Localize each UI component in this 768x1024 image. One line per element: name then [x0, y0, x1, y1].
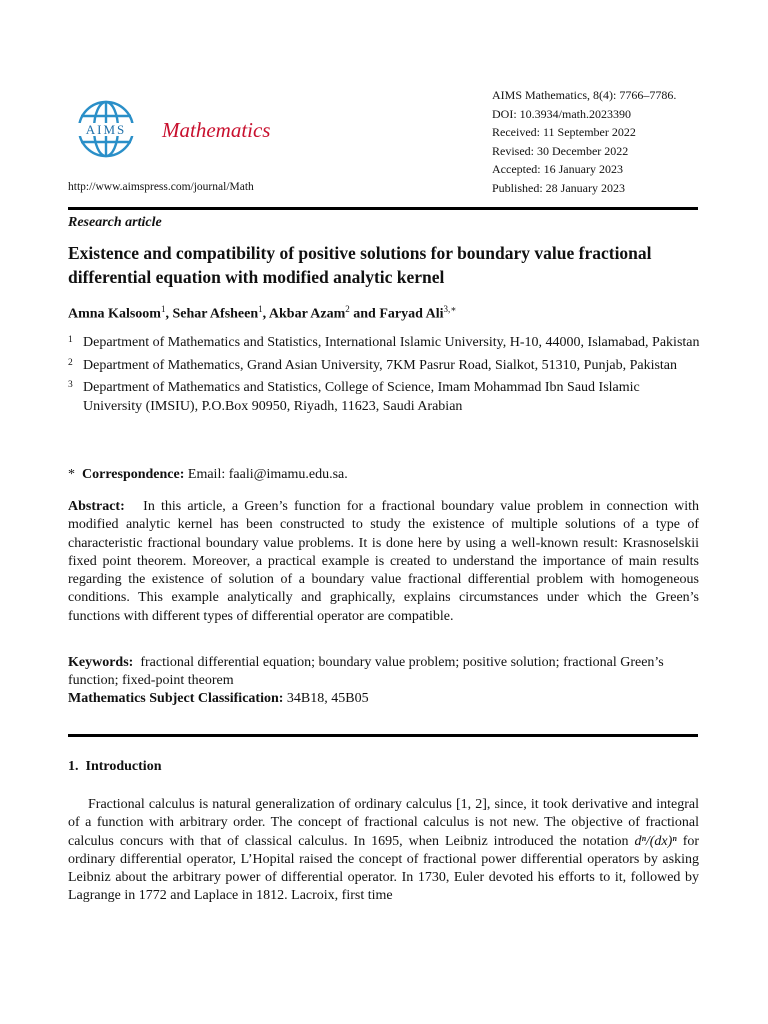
msc-codes: 34B18, 45B05: [286, 691, 369, 706]
keywords-text: fractional differential equation; boundary value problem; positive solution; fractional Green’s function; fixed-point theorem: [68, 655, 664, 689]
inline-formula: dⁿ/(dx)ⁿ: [634, 833, 677, 849]
author-sup: 1: [258, 304, 263, 314]
author-name: Faryad Ali: [379, 306, 444, 322]
author-name: Amna Kalsoom: [68, 306, 161, 322]
intro-paragraph: Fractional calculus is natural generalization of ordinary calculus [1, 2], since, it took derivative and integral of a function with arbitrary order. The concept of fractional calculus is not new. The objective of fractional calculus concurs with that of classical calculus. In 1695, when Leibniz introduced the notation dⁿ/(dx)ⁿ for ordinary differential operator, L’Hopital raised the concept of fractional power differential operators by asking Leibniz about the arbitrary power of differential operator. In 1730, Euler devoted his efforts to it, followed by Lagrange in 1772 and Laplace in 1812. Lacroix, first time: [68, 797, 700, 904]
publication-meta: [492, 86, 676, 197]
author-sup: 1: [160, 304, 166, 314]
logo-text: AIMS: [85, 122, 127, 137]
msc-label: Mathematics Subject Classification:: [68, 691, 284, 706]
author-sup: 3,∗: [443, 304, 457, 314]
affiliation: 3 Department of Mathematics and Statistics, College of Science, Imam Mohammad Ibn Saud Islamic University (IMSIU), P.O.Box 90950, Riyadh, 11623, Saudi Arabian: [68, 380, 640, 414]
affiliation: 1 Department of Mathematics and Statistics, International Islamic University, H-10, 44000, Islamabad, Pakistan: [68, 335, 700, 350]
meta-line: Revised: 30 December 2022: [492, 143, 629, 158]
affiliation-list: [68, 334, 700, 420]
author-name: Sehar Afsheen: [172, 306, 259, 322]
keywords: [68, 654, 699, 691]
correspondence-email[interactable]: Email: faali@imamu.edu.sa.: [187, 467, 348, 482]
author-name: Akbar Azam: [268, 306, 346, 322]
section-divider: [68, 734, 698, 737]
meta-line: Published: 28 January 2023: [492, 180, 625, 195]
subject-classification: [68, 691, 369, 707]
author-list: Amna Kalsoom$^1$, Sehar Afsheen$^1$, Akbar Azam$^2$ and Faryad Ali$^{3,∗}$: [68, 304, 457, 322]
meta-line: AIMS Mathematics, 8(4): 7766–7786.: [492, 88, 677, 102]
affiliation: 2 Department of Mathematics, Grand Asian University, 7KM Pasrur Road, Sialkot, 51310, Punjab, Pakistan: [68, 357, 678, 373]
keywords-label: Keywords:: [68, 655, 134, 670]
meta-line: Accepted: 16 January 2023: [492, 162, 623, 176]
journal-url[interactable]: http://www.aimspress.com/journal/Math: [68, 181, 254, 193]
meta-line[interactable]: DOI: 10.3934/math.2023390: [492, 106, 631, 121]
section-heading: 1. Introduction: [68, 759, 162, 774]
author-sup: 2: [345, 304, 350, 314]
article-title: Existence and compatibility of positive solutions for boundary value fractional differential equation with modified analytic kernel: [68, 243, 652, 287]
meta-line: Received: 11 September 2022: [492, 125, 636, 139]
aims-logo: [68, 94, 158, 164]
article-type: Research article: [68, 215, 162, 230]
header-divider: [68, 207, 698, 210]
correspondence-label: Correspondence:: [82, 467, 185, 482]
journal-name: Mathematics: [162, 118, 271, 142]
abstract-text: In this article, a Green’s function for a fractional boundary value problem in connection with modified analytic kernel has been constructed to study the existence of multiple solutions of a type of characteristic fractional boundary value problems. It is done here by using a well-known result: Krasnoselskii fixed point theorem. Moreover, a practical example is created to understand the importance of main results regarding the existence of solution of a boundary value fractional differential problem with homogeneous conditions. This example analytically and graphically, explains circumstances under which the Green’s functions with different types of differential operator are compatible.: [68, 499, 700, 624]
abstract-label: Abstract:: [68, 499, 125, 514]
correspondence: * Correspondence: Email: faali@imamu.edu.sa.: [68, 467, 348, 482]
abstract: [68, 498, 699, 626]
